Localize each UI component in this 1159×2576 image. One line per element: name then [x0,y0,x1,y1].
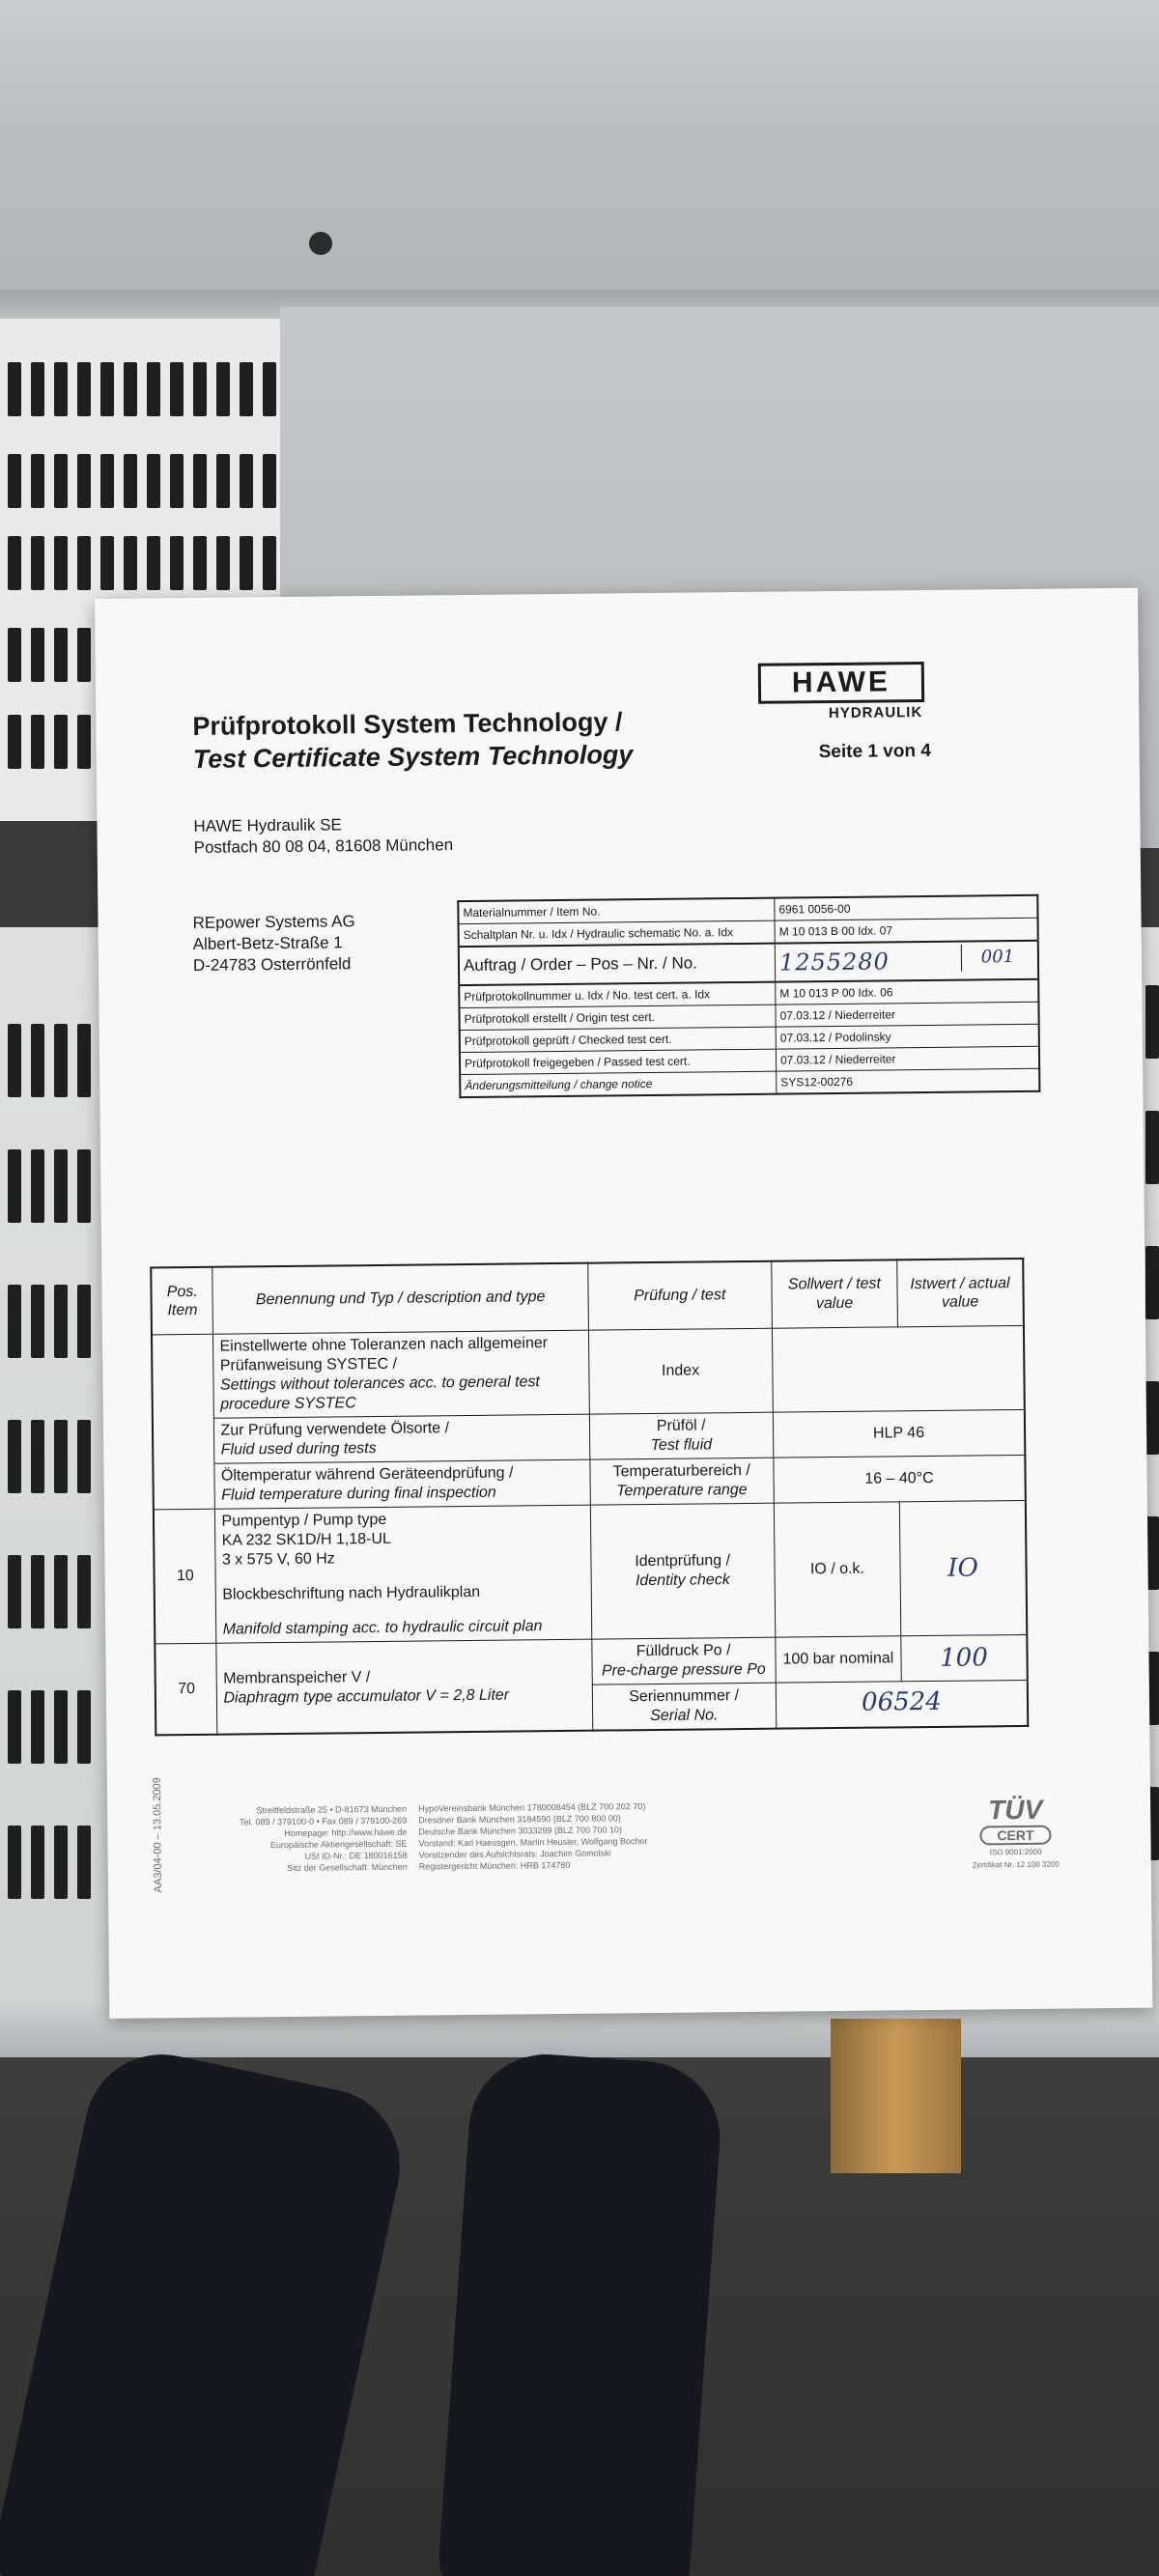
handwritten-actual-value: IO [947,1553,978,1583]
test-cell [591,1637,776,1684]
vent-slot [54,628,68,682]
vent-slot [263,362,276,416]
vent-slot [8,536,21,590]
vent-slot [8,628,21,682]
sender-address: Postfach 80 08 04, 81608 München [193,835,454,857]
vent-slot [263,454,276,508]
test-cell: Index [588,1328,773,1414]
table-row-general [152,1325,1025,1418]
test-value-cell: IO / o.k. [774,1502,900,1637]
description-de: Einstellwerte ohne Toleranzen nach allgemeiner Prüfanweisung SYSTEC / [219,1335,549,1374]
footer-line: Europäische Aktiengesellschaft: SE [269,1838,408,1851]
vent-slot [124,536,137,590]
vent-slot [77,1690,91,1764]
vent-slot [1145,985,1159,1059]
logo-wordmark: HAWE [758,662,924,704]
test-de: Seriennummer / [629,1687,740,1706]
vent-slot [77,362,91,416]
vent-slot [8,454,21,508]
order-number-cell [775,941,1038,982]
vent-slot [1145,1381,1159,1455]
tuv-cert-seal [957,1794,1074,1882]
vent-slot [31,1024,44,1097]
vent-slot [170,536,184,590]
vent-slot [193,454,207,508]
vent-slot [8,1024,21,1097]
test-cell [592,1683,777,1730]
handwritten-order-number: 1255280 [778,948,890,977]
description-cell [214,1459,590,1509]
vent-slot [8,1555,21,1628]
vent-slot [31,1285,44,1358]
vent-slot [170,454,184,508]
vent-slot [77,628,91,682]
document-title-en: Test Certificate System Technology [192,740,634,774]
recipient-line: REpower Systems AG [192,912,355,932]
vent-slot [77,1285,91,1358]
logo-subtitle: HYDRAULIK [828,704,923,722]
vent-slot [54,362,68,416]
vent-slot [77,715,91,769]
vent-slot [240,536,253,590]
vent-slot [1145,1111,1159,1184]
footer-contact [213,1803,408,1875]
info-value: 07.03.12 / Podolinsky [776,1024,1039,1049]
vent-slot [100,454,114,508]
tuv-certificate-number: Zertifikat Nr. 12 100 3200 [972,1859,1060,1870]
footer-line: HypoVereinsbank München 1780008454 (BLZ 700 202 70) [418,1801,646,1814]
vent-slot [31,628,44,682]
form-reference: AA3/04-00 – 13.05.2009 [151,1777,165,1893]
vent-slot [54,1690,68,1764]
test-value-cell: HLP 46 [773,1409,1025,1458]
document-title-de: Prüfprotokoll System Technology / [192,707,623,741]
vent-slot [100,362,114,416]
footer-line: Vorstand: Karl Haeusgen, Martin Heusler, Wolfgang Bochor [418,1836,648,1849]
description-cell [216,1639,592,1735]
test-results-table [150,1258,1029,1736]
test-en: Test fluid [650,1436,713,1455]
vent-slot [54,454,68,508]
actual-value-cell [901,1634,1028,1681]
info-label: Prüfprotokollnummer u. Idx / No. test cert. a. Idx [459,982,776,1008]
info-label: Prüfprotokoll erstellt / Origin test cert. [459,1005,776,1030]
footer-line: Deutsche Bank München 3033299 (BLZ 700 700 10) [418,1825,623,1837]
wooden-block [831,2019,961,2173]
vent-slot [147,536,160,590]
description-en: Fluid used during tests [220,1439,377,1458]
company-footer [213,1799,754,1873]
person-leg [434,2050,724,2576]
info-value: M 10 013 P 00 Idx. 06 [776,979,1039,1005]
footer-line: Dresdner Bank München 3184590 (BLZ 700 800 00) [418,1813,621,1826]
header-description: Benennung und Typ / description and type [212,1263,588,1335]
pump-type-label: Pumpentyp / Pump type [221,1511,387,1530]
vent-slot [77,1149,91,1223]
description-cell [215,1505,591,1643]
sender-name: HAWE Hydraulik SE [193,815,342,835]
vent-slot [1145,1246,1159,1319]
serial-number-cell [776,1680,1028,1728]
order-info-table [457,894,1040,1098]
page-indicator: Seite 1 von 4 [818,740,931,763]
pos-cell: 70 [155,1643,217,1735]
tuv-mark: TÜV [988,1794,1043,1826]
description-cell [213,1330,589,1418]
vent-slot [240,362,253,416]
vent-slot [54,1024,68,1097]
vent-slot [31,1826,44,1899]
pos-cell: 10 [154,1509,216,1644]
footer-line: Tel. 089 / 379100-0 • Fax 089 / 379100-269 [239,1815,408,1827]
vent-slot [8,1690,21,1764]
vent-slot [216,536,230,590]
vent-slot [77,454,91,508]
test-en: Temperature range [616,1481,748,1500]
metal-panel-top [0,0,1159,328]
vent-slot [100,536,114,590]
vent-slot [31,1149,44,1223]
vent-slot [124,362,137,416]
info-value: SYS12-00276 [780,1074,854,1090]
vent-slot [31,536,44,590]
footer-line: Sitz der Gesellschaft: München [287,1861,408,1873]
test-en: Identity check [635,1571,730,1590]
info-value: 07.03.12 / Niederreiter [776,1002,1039,1027]
vent-slot [8,1285,21,1358]
test-en: Serial No. [650,1707,719,1725]
vent-slot [77,1024,91,1097]
info-label: Schaltplan Nr. u. Idx / Hydraulic schematic No. a. Idx [459,920,776,947]
vent-slot [54,1555,68,1628]
info-label: Prüfprotokoll freigegeben / Passed test cert. [460,1049,777,1074]
test-cell [589,1458,774,1505]
description-cell [214,1414,590,1463]
sender-block [193,813,453,859]
footer-line: Registergericht München: HRB 174780 [418,1859,571,1872]
vent-slot [77,1555,91,1628]
vent-slot [54,1285,68,1358]
vent-slot [263,536,276,590]
accumulator-value: Diaphragm type accumulator V = 2,8 Liter [223,1686,510,1707]
pump-type-value: KA 232 SK1D/H 1,18-UL [221,1530,391,1549]
tuv-iso: ISO 9001:2000 [989,1847,1042,1857]
vent-slot [216,454,230,508]
vent-slot [31,1690,44,1764]
handwritten-actual-value: 100 [940,1643,988,1673]
test-en: Pre-charge pressure Po [601,1660,766,1680]
table-row-item-10 [154,1500,1027,1643]
test-value-cell: 100 bar nominal [776,1636,902,1683]
value-cell-empty [772,1325,1025,1412]
actual-value-cell [899,1500,1027,1635]
manifold-label-en: Manifold stamping acc. to hydraulic circuit plan [222,1618,543,1638]
recipient-line: D-24783 Osterrönfeld [192,954,352,975]
footer-banking [418,1799,767,1873]
vent-slot [54,1149,68,1223]
vent-slot [170,362,184,416]
vent-slot [77,1826,91,1899]
test-de: Temperaturbereich / [612,1461,750,1481]
vent-slot [240,454,253,508]
vent-slot [54,1420,68,1493]
footer-line: USt ID-Nr.: DE 180016158 [304,1850,408,1861]
vent-slot [54,715,68,769]
description-en: Settings without tolerances acc. to general test procedure SYSTEC [219,1373,540,1413]
vent-slot [216,362,230,416]
vent-slot [147,454,160,508]
vent-slot [8,1826,21,1899]
footer-line: Vorsitzender des Aufsichtsrats: Joachim Gomolski [418,1848,611,1860]
test-de: Fülldruck Po / [636,1642,731,1660]
manifold-label-de: Blockbeschriftung nach Hydraulikplan [222,1583,481,1603]
info-label: Auftrag / Order – Pos – Nr. / No. [459,944,776,985]
accumulator-label: Membranspeicher V / [223,1668,371,1687]
header-test-value: Sollwert / test value [772,1260,898,1328]
vent-slot [193,362,207,416]
hawe-logo [758,662,923,739]
recipient-line: Albert-Betz-Straße 1 [192,933,343,953]
vent-slot [31,715,44,769]
vent-slot [77,536,91,590]
vent-slot [31,362,44,416]
vent-slot [147,362,160,416]
info-value: 6961 0056-00 [775,895,1038,920]
info-label: Materialnummer / Item No. [458,898,775,924]
handwritten-serial-number: 06524 [861,1686,942,1717]
panel-hole [309,232,332,255]
info-value: M 10 013 B 00 Idx. 07 [775,918,1038,943]
description-de: Zur Prüfung verwendete Ölsorte / [220,1420,450,1439]
vent-slot [31,454,44,508]
test-de: Identprüfung / [635,1552,731,1571]
info-value: 07.03.12 / Niederreiter [776,1046,1039,1071]
info-row-order [459,941,1038,985]
header-test: Prüfung / test [587,1261,772,1330]
vent-slot [8,715,21,769]
test-cell [590,1503,776,1639]
info-label: Änderungsmitteilung / change notice [460,1071,777,1097]
vent-slot [193,536,207,590]
vent-slot [54,536,68,590]
test-value-cell: 16 – 40°C [774,1455,1026,1503]
header-actual-value: Istwert / actual value [897,1259,1024,1327]
recipient-address [192,911,355,977]
vent-slot [8,1149,21,1223]
vent-slot [31,1555,44,1628]
footer-line: Homepage: http://www.hawe.de [284,1826,408,1839]
description-en: Fluid temperature during final inspection [221,1484,496,1504]
footer-line: Streitfeldstraße 25 • D-81673 München [256,1803,408,1816]
handwritten-position: 001 [961,944,1033,972]
info-row [460,1068,1039,1097]
vent-slot [124,454,137,508]
vent-slot [31,1420,44,1493]
table-header-row [151,1259,1024,1335]
header-pos: Pos. Item [151,1267,213,1335]
vent-slot [8,362,21,416]
vent-slot [77,1420,91,1493]
test-de: Prüföl / [656,1417,706,1434]
pump-voltage: 3 x 575 V, 60 Hz [221,1550,335,1569]
info-label: Prüfprotokoll geprüft / Checked test cert. [460,1027,777,1052]
test-certificate-document [95,588,1152,2019]
tuv-cert-label: CERT [979,1826,1051,1846]
description-de: Öltemperatur während Geräteendprüfung / [220,1464,514,1485]
pos-cell-empty [152,1334,215,1510]
vent-slot [54,1826,68,1899]
test-cell [589,1412,774,1459]
vent-slot [8,1420,21,1493]
